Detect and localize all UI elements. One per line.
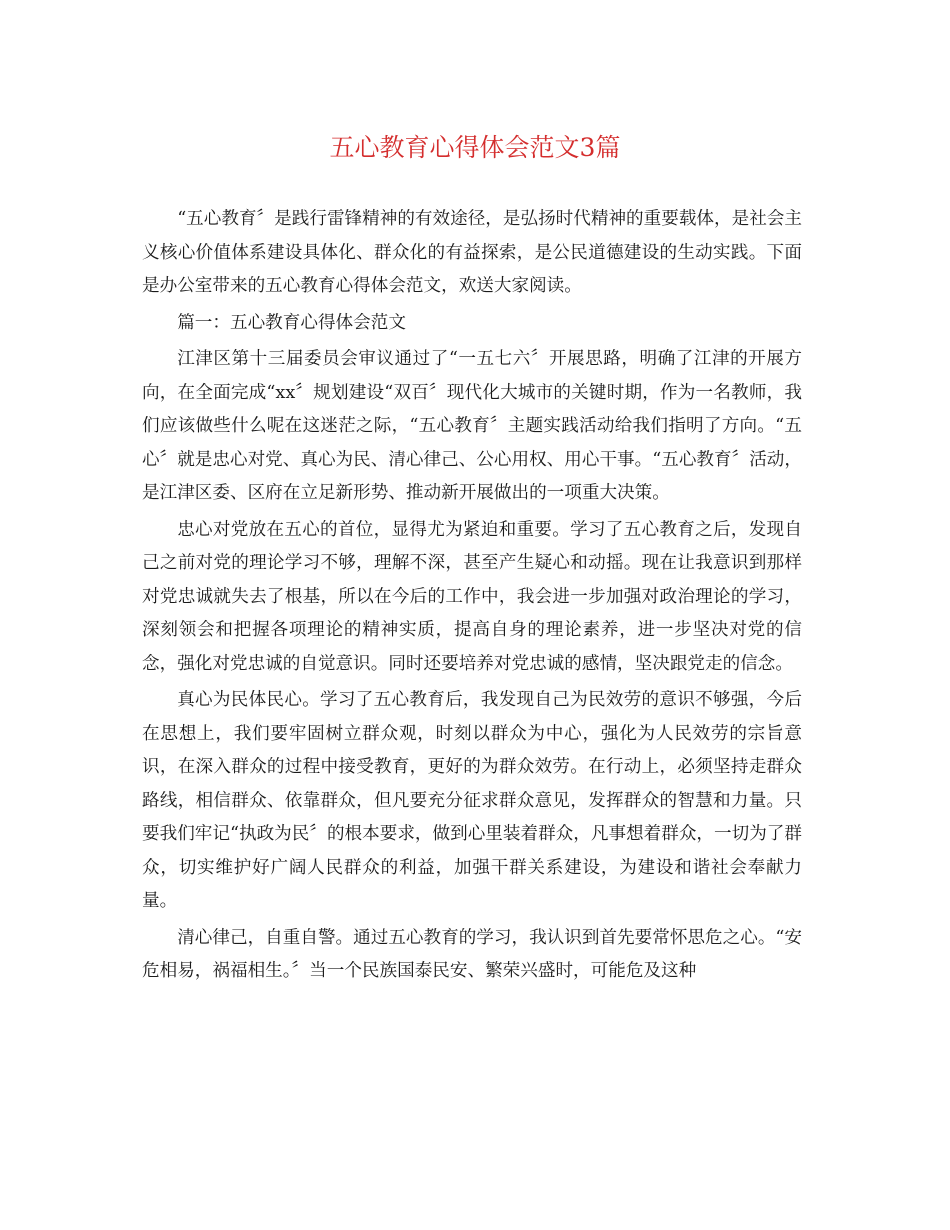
body-paragraph: 真心为民体民心。学习了五心教育后，我发现自己为民效劳的意识不够强，今后在思想上，我们要牢固树立群众观，时刻以群众为中心，强化为人民效劳的宗旨意识，在深入群众的过程中接受教育，更好的为群众效劳。在行动上，必须坚持走群众路线，相信群众、依靠群众，但凡要充分征求群众意见，发挥群众的智慧和力量。只要我们牢记“执政为民〞的根本要求，做到心里装着群众，凡事想着群众，一切为了群众，切实维护好广阔人民群众的利益，加强干群关系建设，为建设和谐社会奉献力量。: [142, 690, 802, 911]
body-paragraph: 清心律己，自重自警。通过五心教育的学习，我认识到首先要常怀思危之心。“安危相易，祸福相生。〞当一个民族国泰民安、繁荣兴盛时，可能危及这种: [142, 927, 802, 981]
intro-paragraph: “五心教育〞是践行雷锋精神的有效途径，是弘扬时代精神的重要载体，是社会主义核心价值体系建设具体化、群众化的有益探索，是公民道德建设的生动实践。下面是办公室带来的五心教育心得体会范文，欢送大家阅读。: [142, 209, 802, 296]
document-body: [142, 203, 802, 992]
document-title: 五心教育心得体会范文3篇: [329, 133, 621, 162]
body-paragraph: 忠心对党放在五心的首位，显得尤为紧迫和重要。学习了五心教育之后，发现自己之前对党的理论学习不够，理解不深，甚至产生疑心和动摇。现在让我意识到那样对党忠诚就失去了根基，所以在今后的工作中，我会进一步加强对政治理论的学习，深刻领会和把握各项理论的精神实质，提高自身的理论素养，进一步坚决对党的信念，强化对党忠诚的自觉意识。同时还要培养对党忠诚的感情，坚决跟党走的信念。: [142, 519, 802, 674]
section-heading: 篇一：五心教育心得体会范文: [177, 312, 406, 333]
body-paragraph: 江津区第十三届委员会审议通过了“一五七六〞开展思路，明确了江津的开展方向，在全面完成“xx〞规划建设“双百〞现代化大城市的关键时期，作为一名教师，我们应该做些什么呢在这迷茫之际，“五心教育〞主题实践活动给我们指明了方向。“五心〞就是忠心对党、真心为民、清心律己、公心用权、用心干事。“五心教育〞活动，是江津区委、区府在立足新形势、推动新开展做出的一项重大决策。: [142, 349, 802, 503]
